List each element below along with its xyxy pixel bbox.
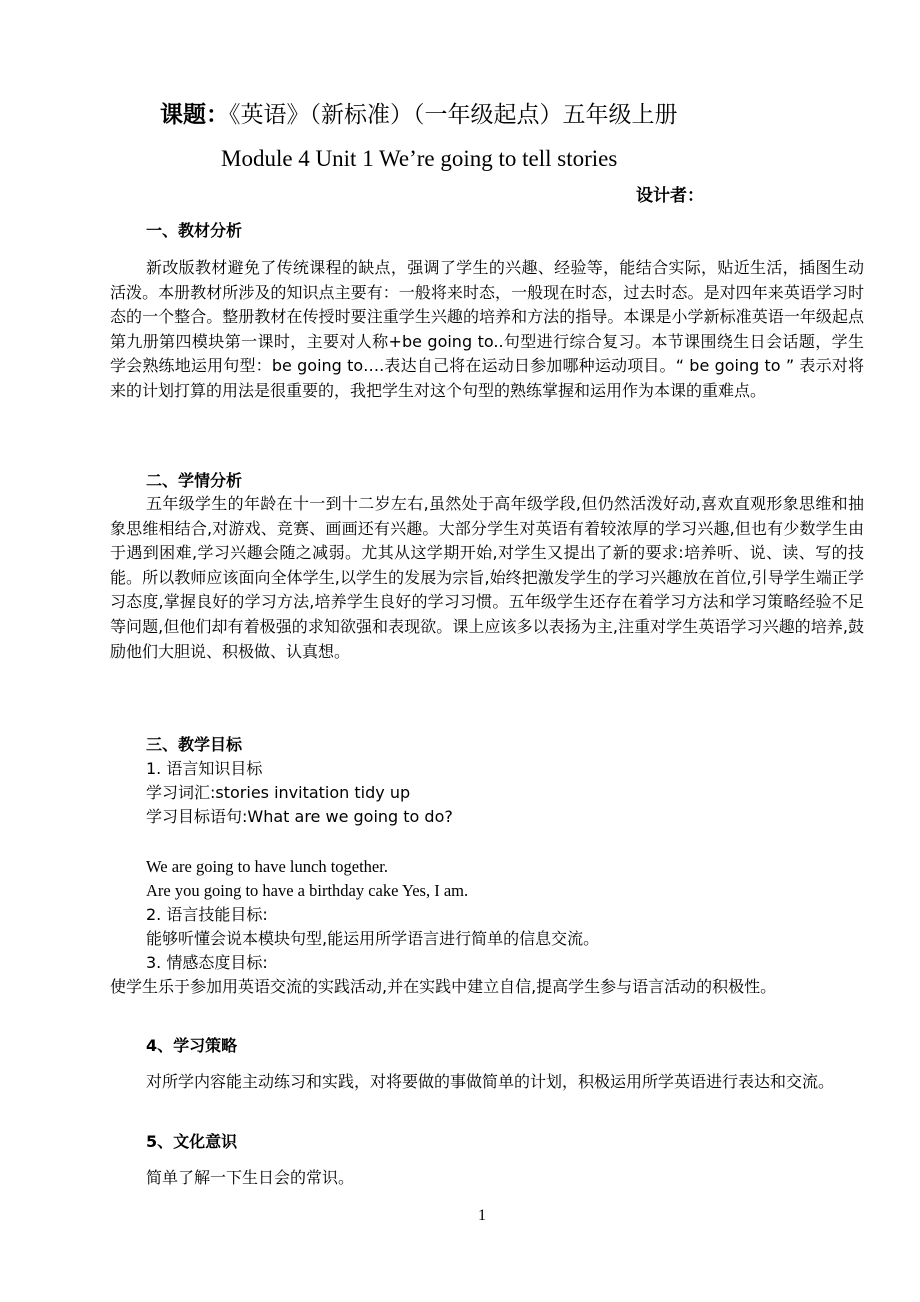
objective-language-knowledge-title: 1. 语言知识目标	[146, 759, 263, 778]
section-paragraph-cultural-awareness: 简单了解一下生日会的常识。	[146, 1168, 355, 1187]
objective-language-skill-title: 2. 语言技能目标:	[146, 905, 268, 924]
section-paragraph-textbook-analysis: 新改版教材避免了传统课程的缺点，强调了学生的兴趣、经验等，能结合实际，贴近生活，插图生动活泼。本册教材所涉及的知识点主要有：一般将来时态，一般现在时态，过去时态。是对四年来英语学习时态的一个整合。整册教材在传授时要注重学生兴趣的培养和方法的指导。本课是小学新标准英语一年级起点第九册第四模块第一课时，主要对人称+be going to..句型进行综合复习。本节课围绕生日会话题，学生学会熟练地运用句型：be going to….表达自己将在运动日参加哪种运动项目。“ be going to ” 表示对将来的计划打算的用法是很重要的，我把学生对这个句型的熟练掌握和运用作为本课的重难点。	[110, 258, 864, 400]
designer-label: 设计者：	[636, 186, 704, 206]
page-number: 1	[478, 1207, 486, 1224]
section-paragraph-learning-strategy: 对所学内容能主动练习和实践，对将要做的事做简单的计划，积极运用所学英语进行表达和交流。	[146, 1072, 835, 1091]
title-label: 课题：	[160, 102, 229, 128]
section-heading-cultural-awareness: 5、文化意识	[146, 1132, 238, 1151]
objective-language-skill-text: 能够听懂会说本模块句型,能运用所学语言进行简单的信息交流。	[146, 929, 600, 948]
objective-example-sentence: Are you going to have a birthday cake Yes, I am.	[146, 881, 469, 900]
page-subtitle: Module 4 Unit 1 We’re going to tell stories	[221, 146, 618, 171]
objective-attitude-title: 3. 情感态度目标:	[146, 953, 268, 972]
objective-attitude-text: 使学生乐于参加用英语交流的实践活动,并在实践中建立自信,提高学生参与语言活动的积极性。	[110, 977, 777, 996]
section-heading-textbook-analysis: 一、教材分析	[146, 221, 243, 240]
section-paragraph-student-analysis: 五年级学生的年龄在十一到十二岁左右,虽然处于高年级学段,但仍然活泼好动,喜欢直观形象思维和抽象思维相结合,对游戏、竞赛、画画还有兴趣。大部分学生对英语有着较浓厚的学习兴趣,但也有少数学生由于遇到困难,学习兴趣会随之减弱。尤其从这学期开始,对学生又提出了新的要求:培养听、说、读、写的技能。所以教师应该面向全体学生,以学生的发展为宗旨,始终把激发学生的学习兴趣放在首位,引导学生端正学习态度,掌握良好的学习方法,培养学生良好的学习习惯。五年级学生还存在着学习方法和学习策略经验不足等问题,但他们却有着极强的求知欲强和表现欲。课上应该多以表扬为主,注重对学生英语学习兴趣的培养,鼓励他们大胆说、积极做、认真想。	[110, 494, 864, 661]
objective-example-sentence: We are going to have lunch together.	[146, 857, 388, 876]
objective-target-sentence: 学习目标语句:What are we going to do?	[146, 807, 453, 826]
title-text: 《英语》（新标准）（一年级起点）五年级上册	[229, 102, 678, 128]
section-heading-student-analysis: 二、学情分析	[146, 471, 243, 490]
section-heading-teaching-objectives: 三、教学目标	[146, 735, 243, 754]
section-heading-learning-strategy: 4、学习策略	[146, 1036, 238, 1055]
page-title	[160, 98, 678, 132]
objective-vocabulary: 学习词汇:stories invitation tidy up	[146, 783, 411, 802]
